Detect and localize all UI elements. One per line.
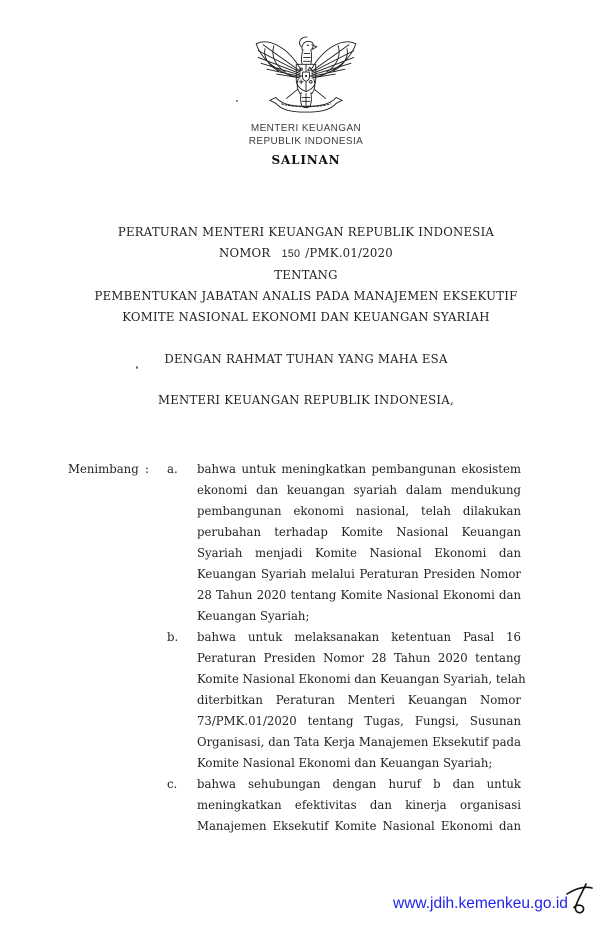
body-line: Komite Nasional Ekonomi dan Keuangan Syariah, telah xyxy=(197,672,526,686)
copy-stamp-label: SALINAN xyxy=(271,153,341,167)
considering-item-a xyxy=(68,459,524,627)
body-line: 28 Tahun 2020 tentang Komite Nasional Ekonomi dan xyxy=(197,588,521,602)
body-line: Peraturan Presiden Nomor 28 Tahun 2020 tentang xyxy=(197,651,521,665)
body-line: pembangunan ekonomi nasional, telah dilakukan xyxy=(197,504,521,518)
considering-item-c xyxy=(68,774,524,837)
garuda-pancasila-emblem xyxy=(251,36,361,116)
body-line: bahwa untuk melaksanakan ketentuan Pasal 16 xyxy=(197,630,521,644)
body-line: Syariah menjadi Komite Nasional Ekonomi dan xyxy=(197,546,521,560)
considering-section xyxy=(68,459,524,837)
body-line: Komite Nasional Ekonomi dan Keuangan Syariah; xyxy=(197,756,493,770)
body-line: ekonomi dan keuangan syariah dalam mendukung xyxy=(197,483,521,497)
invocation-line: DENGAN RAHMAT TUHAN YANG MAHA ESA xyxy=(164,352,448,366)
body-line: Organisasi, dan Tata Kerja Manajemen Eksekutif pada xyxy=(197,735,521,749)
body-line: Keuangan Syariah; xyxy=(197,609,310,623)
item-letter: a. xyxy=(167,462,178,476)
body-line: meningkatkan efektivitas dan kinerja organisasi xyxy=(197,798,521,812)
body-line: bahwa untuk meningkatkan pembangunan ekosistem xyxy=(197,462,521,476)
nomor-label: NOMOR xyxy=(219,246,271,260)
title-subject-line1: PEMBENTUKAN JABATAN ANALIS PADA MANAJEMEN EKSEKUTIF xyxy=(94,289,518,303)
considering-item-b xyxy=(68,627,524,774)
item-letter: c. xyxy=(167,777,178,791)
scan-speck xyxy=(236,100,238,102)
regulation-title xyxy=(0,222,612,328)
letterhead xyxy=(0,36,612,167)
nomor-suffix: /PMK.01/2020 xyxy=(305,246,393,260)
considering-colon: : xyxy=(145,462,149,476)
authority-line: MENTERI KEUANGAN REPUBLIK INDONESIA, xyxy=(158,393,454,407)
body-line: perubahan terhadap Komite Nasional Keuangan xyxy=(197,525,521,539)
handwritten-paraph-mark xyxy=(563,880,595,918)
title-tentang: TENTANG xyxy=(274,268,338,282)
body-line: bahwa sehubungan dengan huruf b dan untuk xyxy=(197,777,521,791)
item-letter: b. xyxy=(167,630,179,644)
title-line1: PERATURAN MENTERI KEUANGAN REPUBLIK INDONESIA xyxy=(117,225,495,239)
body-line: Keuangan Syariah melalui Peraturan Presiden Nomor xyxy=(197,567,521,581)
body-line: diterbitkan Peraturan Menteri Keuangan Nomor xyxy=(197,693,521,707)
body-line: Manajemen Eksekutif Komite Nasional Ekonomi dan xyxy=(197,819,521,833)
ministry-name-line2: REPUBLIK INDONESIA xyxy=(248,135,364,147)
considering-label: Menimbang xyxy=(68,462,139,476)
body-line: 73/PMK.01/2020 tentang Tugas, Fungsi, Susunan xyxy=(197,714,521,728)
nomor-number: 150 xyxy=(281,248,301,260)
title-nomor-line xyxy=(0,243,612,265)
title-subject-line2: KOMITE NASIONAL EKONOMI DAN KEUANGAN SYARIAH xyxy=(122,310,490,324)
jdih-watermark-link[interactable]: www.jdih.kemenkeu.go.id xyxy=(393,895,568,912)
ministry-name-line1: MENTERI KEUANGAN xyxy=(250,123,362,134)
